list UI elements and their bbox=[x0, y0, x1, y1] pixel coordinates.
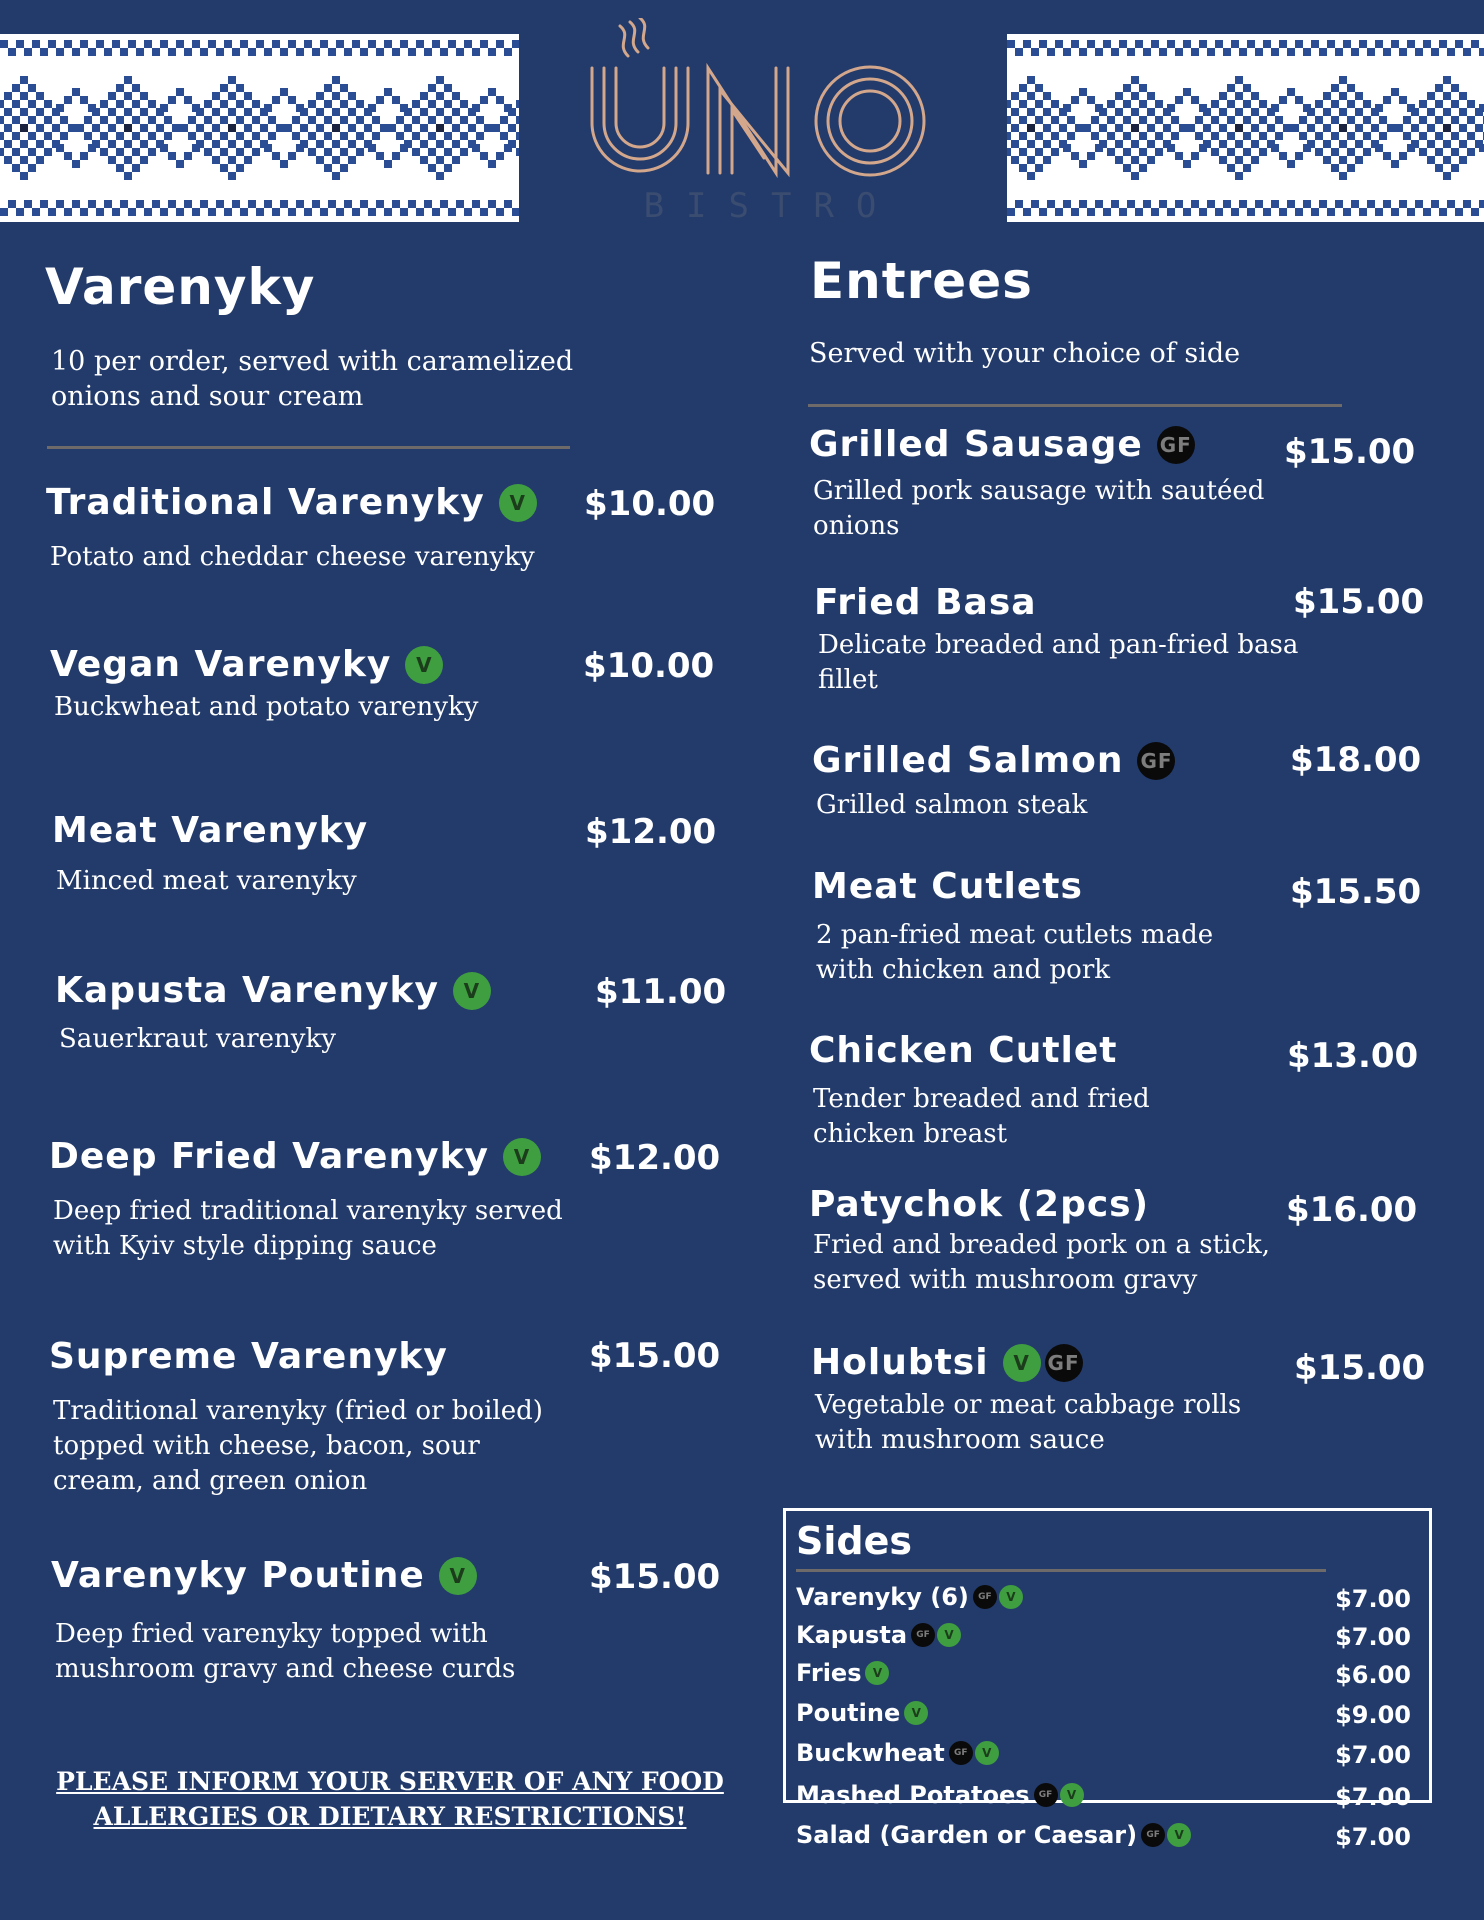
vegetarian-badge-icon: V bbox=[975, 1741, 999, 1765]
menu-item-description: Deep fried traditional varenyky served with Kyiv style dipping sauce bbox=[53, 1196, 563, 1261]
side-item bbox=[796, 1583, 1411, 1619]
entrees-description: Served with your choice of side bbox=[809, 338, 1241, 369]
bistro-logo bbox=[580, 18, 940, 233]
menu-item-description: Grilled salmon steak bbox=[816, 790, 1088, 820]
vegetarian-badge-icon: V bbox=[439, 1557, 477, 1595]
menu-item-price: $15.00 bbox=[1293, 582, 1425, 622]
embroidery-pattern-icon bbox=[0, 34, 519, 222]
vegetarian-badge-icon: V bbox=[865, 1661, 889, 1685]
menu-item-name-text: Grilled Sausage bbox=[809, 424, 1143, 465]
menu-item-name bbox=[52, 810, 368, 851]
varenyky-divider bbox=[47, 446, 570, 449]
vegetarian-badge-icon: V bbox=[1167, 1823, 1191, 1847]
menu-item-name-text: Meat Cutlets bbox=[812, 866, 1083, 907]
menu-item-name bbox=[809, 1030, 1118, 1071]
sides-panel bbox=[783, 1508, 1432, 1851]
side-item bbox=[796, 1699, 1411, 1735]
side-item-name-text: Salad (Garden or Caesar) bbox=[796, 1821, 1138, 1849]
menu-item-description: 2 pan-fried meat cutlets made with chicken and pork bbox=[816, 920, 1214, 985]
gluten-free-badge-icon: GF bbox=[1045, 1344, 1083, 1382]
varenyky-description: 10 per order, served with caramelized onions and sour cream bbox=[51, 346, 574, 412]
menu-item-name bbox=[809, 1184, 1149, 1225]
menu-item-price: $15.00 bbox=[1294, 1348, 1426, 1388]
menu-item-price: $15.00 bbox=[589, 1336, 721, 1376]
menu-item-description: Deep fried varenyky topped with mushroom gravy and cheese curds bbox=[55, 1619, 516, 1684]
menu-item-name bbox=[49, 1136, 541, 1177]
menu-item-description: Delicate breaded and pan-fried basa fillet bbox=[818, 630, 1299, 695]
side-item-name-text: Kapusta bbox=[796, 1621, 908, 1649]
gluten-free-badge-icon: GF bbox=[1157, 426, 1195, 464]
menu-item-description: Minced meat varenyky bbox=[56, 866, 357, 896]
menu-item-price: $15.00 bbox=[589, 1557, 721, 1597]
menu-item-description: Tender breaded and fried chicken breast bbox=[813, 1084, 1150, 1149]
gluten-free-badge-icon: GF bbox=[973, 1585, 997, 1609]
side-item-name bbox=[796, 1621, 961, 1649]
side-item bbox=[796, 1621, 1411, 1657]
menu-item-description: Potato and cheddar cheese varenyky bbox=[50, 542, 535, 572]
vegetarian-badge-icon: V bbox=[937, 1623, 961, 1647]
embroidery-pattern-icon bbox=[1007, 34, 1484, 222]
entrees-divider bbox=[808, 404, 1342, 407]
side-item-price: $7.00 bbox=[1335, 1623, 1411, 1651]
menu-item-description: Sauerkraut varenyky bbox=[59, 1024, 336, 1054]
menu-item-name-text: Grilled Salmon bbox=[812, 740, 1124, 781]
menu-item-name bbox=[809, 424, 1195, 465]
side-item-price: $7.00 bbox=[1335, 1741, 1411, 1769]
menu-item-name bbox=[812, 740, 1175, 781]
menu-item-price: $12.00 bbox=[589, 1138, 721, 1178]
vegetarian-badge-icon: V bbox=[405, 646, 443, 684]
gluten-free-badge-icon: GF bbox=[949, 1741, 973, 1765]
vegetarian-badge-icon: V bbox=[503, 1138, 541, 1176]
menu-item-name-text: Vegan Varenyky bbox=[50, 644, 392, 685]
menu-item-name bbox=[49, 1336, 448, 1377]
menu-item-name-text: Meat Varenyky bbox=[52, 810, 369, 851]
sides-title: Sides bbox=[796, 1519, 912, 1563]
varenyky-title: Varenyky bbox=[45, 258, 316, 316]
side-item-name bbox=[796, 1699, 928, 1727]
menu-item-price: $18.00 bbox=[1290, 740, 1422, 780]
vegetarian-badge-icon: V bbox=[1060, 1783, 1084, 1807]
menu-item-name bbox=[814, 582, 1037, 623]
menu-item-description: Traditional varenyky (fried or boiled) topped with cheese, bacon, sour cream, and green onion bbox=[53, 1396, 543, 1496]
side-item-price: $6.00 bbox=[1335, 1661, 1411, 1689]
side-item-price: $7.00 bbox=[1335, 1585, 1411, 1613]
side-item-name bbox=[796, 1583, 1023, 1611]
gluten-free-badge-icon: GF bbox=[1034, 1783, 1058, 1807]
vegetarian-badge-icon: V bbox=[499, 484, 537, 522]
menu-item-name-text: Varenyky Poutine bbox=[51, 1555, 425, 1596]
gluten-free-badge-icon: GF bbox=[1141, 1823, 1165, 1847]
vegetarian-badge-icon: V bbox=[999, 1585, 1023, 1609]
side-item-name bbox=[796, 1739, 999, 1767]
menu-item-description: Vegetable or meat cabbage rolls with mushroom sauce bbox=[815, 1390, 1242, 1455]
logo-mark-icon bbox=[580, 18, 940, 188]
allergy-notice: PLEASE INFORM YOUR SERVER OF ANY FOOD ALLERGIES OR DIETARY RESTRICTIONS! bbox=[56, 1767, 724, 1831]
menu-item-name-text: Holubtsi bbox=[811, 1342, 989, 1383]
menu-item-price: $13.00 bbox=[1287, 1036, 1419, 1076]
side-item bbox=[796, 1781, 1411, 1817]
menu-item-name-text: Patychok (2pcs) bbox=[809, 1184, 1150, 1225]
menu-item-name-text: Chicken Cutlet bbox=[809, 1030, 1118, 1071]
menu-item-name bbox=[811, 1342, 1083, 1383]
menu-item-name-text: Kapusta Varenyky bbox=[55, 970, 439, 1011]
logo-subtitle: BISTRO bbox=[643, 186, 899, 226]
embroidery-band-left bbox=[0, 34, 519, 222]
embroidery-band-right bbox=[1007, 34, 1484, 222]
gluten-free-badge-icon: GF bbox=[1137, 742, 1175, 780]
menu-item-name bbox=[51, 1555, 477, 1596]
menu-item-name-text: Traditional Varenyky bbox=[46, 482, 485, 523]
gluten-free-badge-icon: GF bbox=[911, 1623, 935, 1647]
side-item-name bbox=[796, 1821, 1191, 1849]
menu-item-description: Grilled pork sausage with sautéed onions bbox=[813, 476, 1265, 541]
menu-item-name bbox=[46, 482, 537, 523]
vegetarian-badge-icon: V bbox=[453, 972, 491, 1010]
menu-item-name bbox=[55, 970, 491, 1011]
side-item-name bbox=[796, 1781, 1084, 1809]
side-item-name-text: Poutine bbox=[796, 1699, 901, 1727]
side-item-name bbox=[796, 1659, 889, 1687]
side-item-price: $7.00 bbox=[1335, 1823, 1411, 1851]
menu-item-description: Fried and breaded pork on a stick, served with mushroom gravy bbox=[813, 1230, 1270, 1295]
menu-item-price: $16.00 bbox=[1286, 1190, 1418, 1230]
side-item bbox=[796, 1659, 1411, 1695]
side-item-name-text: Mashed Potatoes bbox=[796, 1781, 1030, 1809]
side-item-name-text: Buckwheat bbox=[796, 1739, 945, 1767]
menu-item-price: $15.50 bbox=[1290, 872, 1422, 912]
menu-item-price: $12.00 bbox=[585, 812, 717, 852]
menu-item-price: $15.00 bbox=[1284, 432, 1416, 472]
menu-item-description: Buckwheat and potato varenyky bbox=[54, 692, 479, 722]
side-item bbox=[796, 1739, 1411, 1775]
side-item-name-text: Varenyky (6) bbox=[796, 1583, 969, 1611]
side-item-price: $9.00 bbox=[1335, 1701, 1411, 1729]
menu-item-name-text: Deep Fried Varenyky bbox=[49, 1136, 489, 1177]
menu-item-name-text: Fried Basa bbox=[814, 582, 1037, 623]
side-item bbox=[796, 1821, 1411, 1857]
menu-item-price: $11.00 bbox=[595, 972, 727, 1012]
sides-divider bbox=[796, 1569, 1326, 1572]
menu-item-name-text: Supreme Varenyky bbox=[49, 1336, 448, 1377]
menu-item-name bbox=[50, 644, 443, 685]
menu-item-price: $10.00 bbox=[584, 484, 716, 524]
vegetarian-badge-icon: V bbox=[1003, 1344, 1041, 1382]
entrees-title: Entrees bbox=[810, 252, 1033, 310]
menu-item-name bbox=[812, 866, 1083, 907]
menu-item-price: $10.00 bbox=[583, 646, 715, 686]
side-item-name-text: Fries bbox=[796, 1659, 862, 1687]
vegetarian-badge-icon: V bbox=[904, 1701, 928, 1725]
side-item-price: $7.00 bbox=[1335, 1783, 1411, 1811]
